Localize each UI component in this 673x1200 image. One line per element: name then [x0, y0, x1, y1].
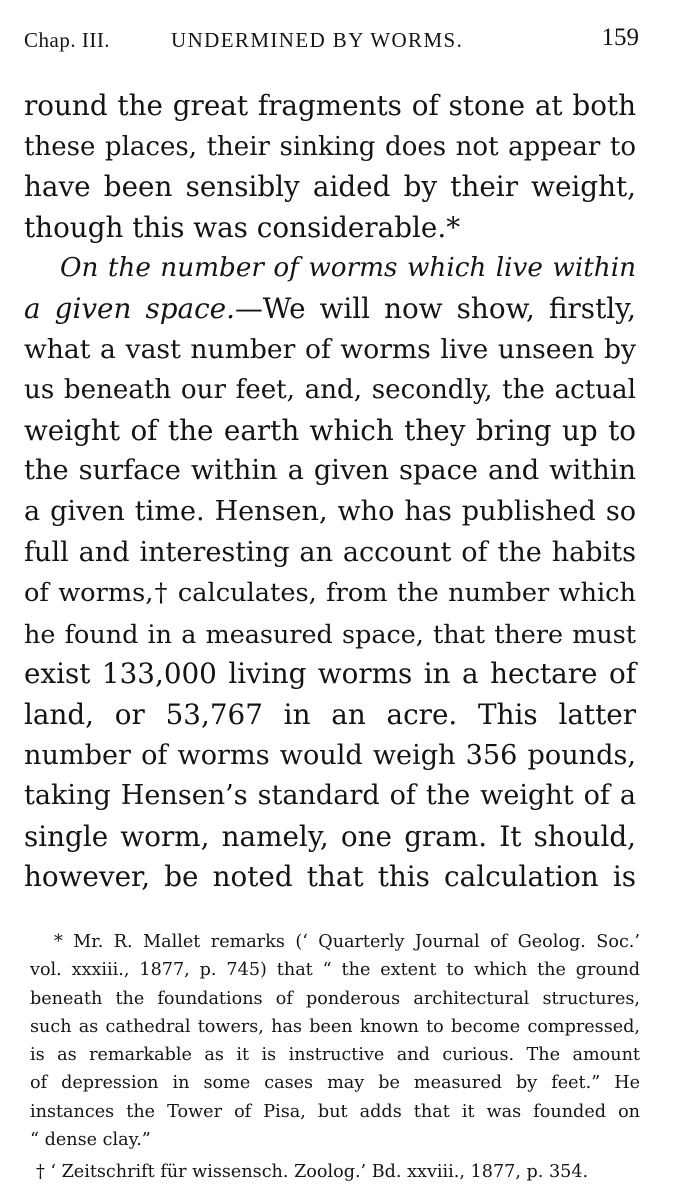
page-number: 159 — [601, 24, 639, 51]
text-line: the surface within a given space and within — [24, 455, 636, 487]
text-line: number of worms would weigh 356 pounds, — [24, 739, 636, 771]
footnote-line: such as cathedral towers, has been known to become compressed, — [30, 1016, 640, 1037]
section-heading-line — [24, 289, 636, 330]
text-line: however, be noted that this calculation is — [24, 860, 636, 894]
text-line: though this was considerable.* — [24, 210, 461, 244]
dagger-footnote: † ‘ Zeitschrift für wissensch. Zoolog.’ Bd. xxviii., 1877, p. 354. — [36, 1162, 589, 1183]
text-line: of worms,† calculates, from the number which — [24, 578, 636, 609]
footnote-line: of depression in some cases may be measured by feet.” He — [30, 1073, 640, 1094]
footnotes — [30, 928, 640, 1188]
section-heading-line — [24, 248, 636, 289]
section-heading-italic: a given space. — [24, 291, 235, 325]
text-line: round the great fragments of stone at both — [24, 89, 636, 122]
footnote-line: vol. xxxiii., 1877, p. 745) that “ the extent to which the ground — [30, 960, 640, 981]
text-line: exist 133,000 living worms in a hectare of — [24, 657, 636, 691]
text-line: land, or 53,767 in an acre. This latter — [24, 697, 636, 731]
footnote-line: * Mr. R. Mallet remarks (‘ Quarterly Journal of Geolog. Soc.’ — [54, 932, 640, 952]
running-header — [24, 24, 639, 56]
footnote-line: is as remarkable as it is instructive and curious. The amount — [30, 1045, 640, 1066]
text-line: taking Hensen’s standard of the weight of a — [24, 780, 636, 812]
text-line: full and interesting an account of the habits — [24, 536, 636, 568]
text-line: single worm, namely, one gram. It should, — [24, 819, 636, 853]
footnote-line: instances the Tower of Pisa, but adds that it was founded on — [30, 1101, 640, 1122]
chapter-label: Chap. III. — [24, 28, 111, 52]
section-heading-italic: On the number of worms which live within — [60, 253, 636, 284]
body-text — [24, 86, 636, 898]
running-title: UNDERMINED BY WORMS. — [171, 28, 464, 52]
text-line: a given time. Hensen, who has published so — [24, 495, 636, 527]
text-line: us beneath our feet, and, secondly, the actual — [24, 375, 636, 406]
text-line: have been sensibly aided by their weight, — [24, 170, 636, 204]
text-run: —We will now show, firstly, — [234, 291, 636, 325]
text-line: he found in a measured space, that there must — [24, 618, 636, 649]
footnote-line: “ dense clay.” — [30, 1130, 151, 1151]
text-line: weight of the earth which they bring up to — [24, 413, 636, 447]
text-line: these places, their sinking does not appear to — [24, 131, 636, 162]
footnote-line: beneath the foundations of ponderous architectural structures, — [30, 988, 640, 1009]
text-line: what a vast number of worms live unseen by — [24, 333, 636, 365]
